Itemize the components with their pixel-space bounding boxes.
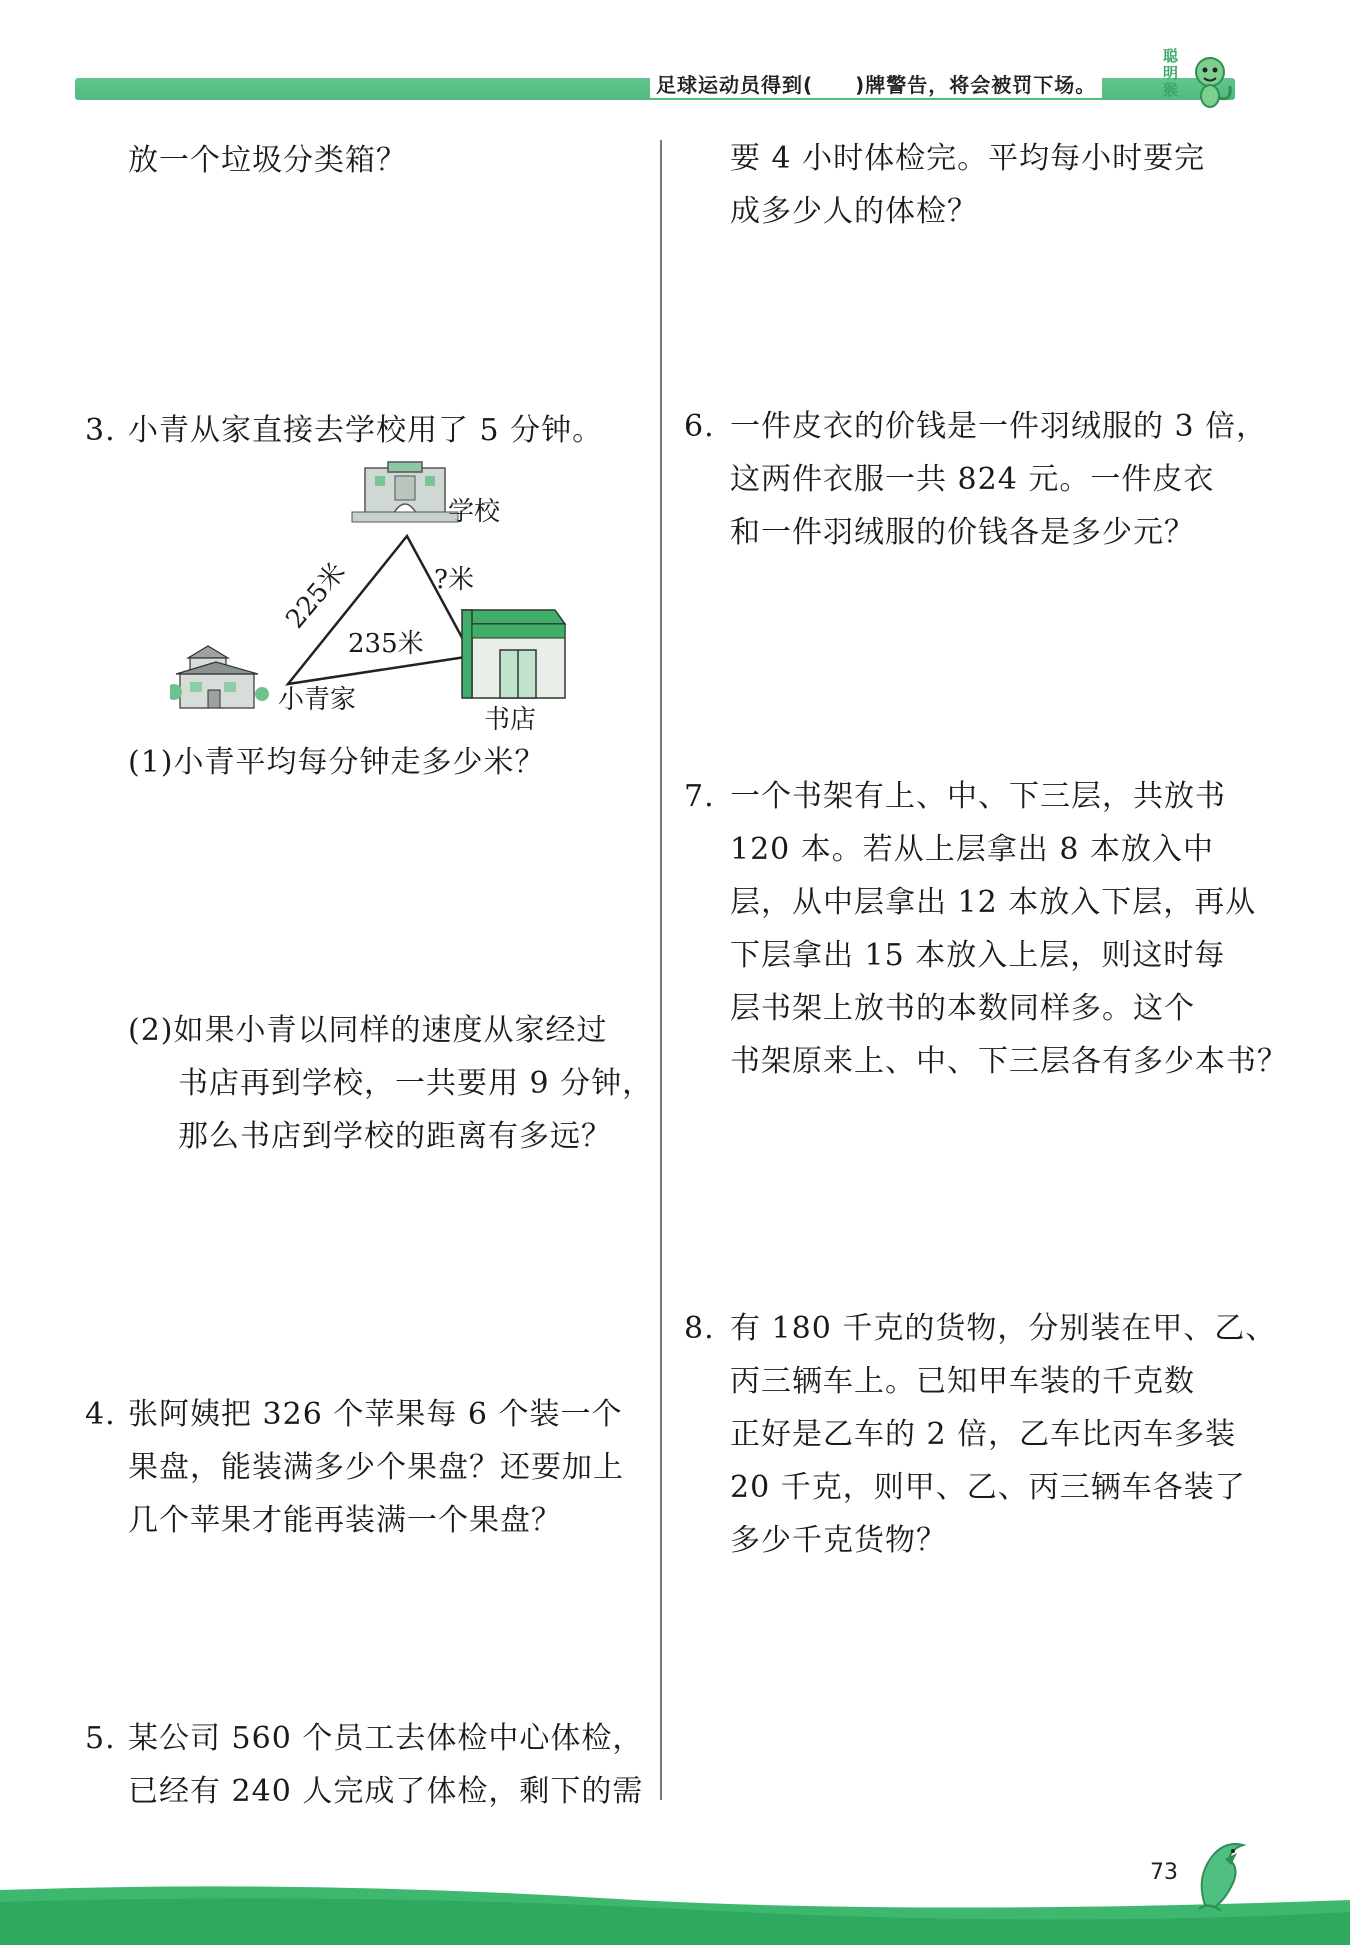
q2-tail: 放一个垃圾分类箱？	[128, 143, 407, 178]
dolphin-icon	[1185, 1835, 1255, 1915]
column-divider	[660, 140, 662, 1800]
q3-sub2-line3: 那么书店到学校的距离有多远？	[178, 1119, 612, 1154]
q8-line5: 多少千克货物？	[730, 1523, 947, 1558]
q7-line6: 书架原来上、中、下三层各有多少本书？	[730, 1044, 1288, 1079]
label-home-to-store: 235米	[348, 629, 424, 659]
q3-sub1: (1)小青平均每分钟走多少米？	[128, 745, 546, 780]
school-building-icon	[352, 462, 458, 522]
home-building-icon	[170, 646, 269, 708]
bookstore-label: 书店	[484, 705, 537, 730]
q7-line3: 层，从中层拿出 12 本放入下层，再从	[730, 885, 1257, 920]
bookstore-building-icon	[462, 610, 565, 698]
q3-number: 3.	[85, 413, 116, 448]
label-store-to-school: ?米	[434, 565, 474, 595]
school-label: 学校	[448, 497, 501, 527]
q8-line4: 20 千克，则甲、乙、丙三辆车各装了	[730, 1470, 1246, 1505]
q7-line4: 下层拿出 15 本放入上层，则这时每	[730, 938, 1226, 973]
header-tip: 足球运动员得到( )牌警告，将会被罚下场。	[650, 72, 1102, 98]
q3-map-figure	[170, 460, 590, 730]
q7-line2: 120 本。若从上层拿出 8 本放入中	[730, 832, 1214, 867]
page-number: 73	[1150, 1860, 1178, 1885]
q5-line2: 已经有 240 人完成了体检，剩下的需	[128, 1774, 644, 1809]
q5-tail-line2: 成多少人的体检？	[730, 194, 978, 229]
home-label: 小青家	[278, 685, 357, 715]
q7-line1: 一个书架有上、中、下三层，共放书	[730, 779, 1226, 814]
q6-line3: 和一件羽绒服的价钱各是多少元？	[730, 515, 1195, 550]
q6-number: 6.	[684, 409, 715, 444]
q5-line1: 某公司 560 个员工去体检中心体检，	[128, 1721, 644, 1756]
q8-number: 8.	[684, 1311, 715, 1346]
q3-sub2-line1: (2)如果小青以同样的速度从家经过	[128, 1013, 608, 1048]
q6-line1: 一件皮衣的价钱是一件羽绒服的 3 倍，	[730, 409, 1268, 444]
q6-line2: 这两件衣服一共 824 元。一件皮衣	[730, 462, 1215, 497]
q3-sub2-line2: 书店再到学校，一共要用 9 分钟，	[178, 1066, 654, 1101]
q4-line3: 几个苹果才能再装满一个果盘？	[128, 1503, 562, 1538]
q3-text: 小青从家直接去学校用了 5 分钟。	[128, 413, 604, 448]
q5-number: 5.	[85, 1721, 116, 1756]
q4-number: 4.	[85, 1397, 116, 1432]
q8-line1: 有 180 千克的货物，分别装在甲、乙、	[730, 1311, 1277, 1346]
q8-line2: 丙三辆车上。已知甲车装的千克数	[730, 1364, 1195, 1399]
label-home-to-school: 225米	[280, 557, 352, 635]
footer-wave	[0, 1850, 1350, 1945]
q4-line2: 果盘，能装满多少个果盘？还要加上	[128, 1450, 624, 1485]
q7-number: 7.	[684, 779, 715, 814]
q5-tail-line1: 要 4 小时体检完。平均每小时要完	[730, 141, 1206, 176]
q4-line1: 张阿姨把 326 个苹果每 6 个装一个	[128, 1397, 623, 1432]
brand-text: 聪 明 猴	[1163, 47, 1179, 99]
q8-line3: 正好是乙车的 2 倍，乙车比丙车多装	[730, 1417, 1237, 1452]
q7-line5: 层书架上放书的本数同样多。这个	[730, 991, 1195, 1026]
